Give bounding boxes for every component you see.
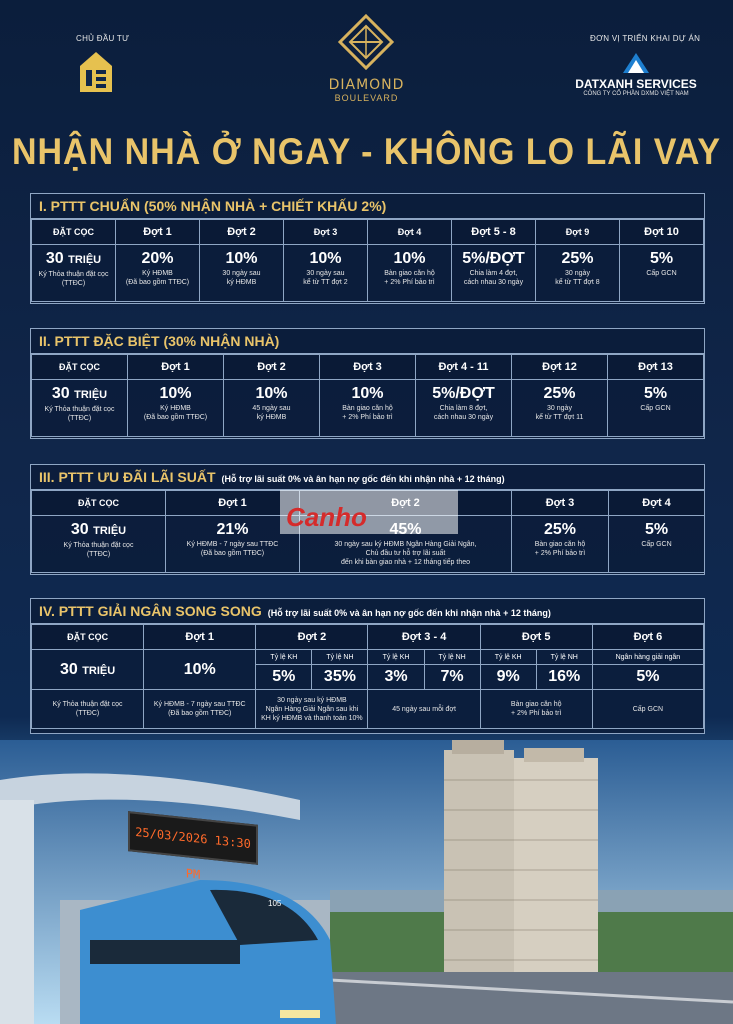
deposit-unit: TRIỆU	[68, 254, 102, 266]
col-header: ĐẶT CỌC	[32, 220, 116, 245]
installment-value: 16%	[536, 665, 592, 690]
installment-value: 25%	[543, 521, 577, 538]
panel-title-wrap	[31, 465, 704, 490]
installment-value: 10%	[309, 250, 342, 267]
cell-desc: 45 ngày sau ký HĐMB	[252, 405, 291, 421]
installment-value: 10%	[393, 250, 426, 267]
installment-value: 3%	[368, 665, 424, 690]
installment-value: 9%	[480, 665, 536, 690]
sub-header: Tỷ lệ KH	[256, 650, 312, 665]
deposit-unit: TRIỆU	[82, 664, 116, 677]
col-header: Đợt 2	[256, 625, 368, 650]
cell-desc: 30 ngày sau ký HĐMB	[222, 270, 261, 286]
installment-value: 5%	[256, 665, 312, 690]
installment-cell	[608, 380, 704, 437]
installment-value: 10%	[351, 385, 384, 402]
installment-cell	[200, 245, 284, 302]
installment-cell	[116, 245, 200, 302]
cell-desc: Ký HĐMB - 7 ngày sau TTĐC (Đã bao gồm TTĐC)	[144, 690, 256, 729]
installment-cell	[320, 380, 416, 437]
col-header: Đợt 5	[480, 625, 592, 650]
payment-table	[31, 624, 704, 729]
deposit-value: 30	[51, 385, 70, 402]
installment-value: 7%	[424, 665, 480, 690]
col-header: Đợt 10	[620, 220, 704, 245]
deposit-cell	[32, 650, 144, 690]
deposit-value: 30	[59, 660, 78, 678]
panel-note: (Hỗ trợ lãi suất 0% và ân hạn nợ gốc đến khi nhận nhà + 12 tháng)	[221, 474, 505, 484]
col-header: ĐẶT CỌC	[32, 625, 144, 650]
sub-header: Tỷ lệ NH	[312, 650, 368, 665]
developer-label: ĐƠN VỊ TRIỂN KHAI DỰ ÁN	[590, 34, 701, 43]
installment-cell	[620, 245, 704, 302]
cell-desc: 30 ngày sau kể từ TT đợt 2	[303, 270, 348, 286]
installment-value: 5%	[644, 521, 669, 538]
panel-title: II. PTTT ĐẶC BIỆT (30% NHẬN NHÀ)	[31, 329, 704, 354]
cell-desc: Cấp GCN	[646, 270, 677, 277]
page-headline: NHẬN NHÀ Ở NGAY - KHÔNG LO LÃI VAY	[11, 131, 722, 173]
cell-desc: Ký HĐMB (Đã bao gồm TTĐC)	[125, 270, 190, 286]
sub-header: Ngân hàng giải ngân	[592, 650, 703, 665]
col-header: Đợt 4	[368, 220, 452, 245]
sub-header: Tỷ lệ NH	[536, 650, 592, 665]
payment-plan-parallel	[30, 598, 705, 734]
panel-title: I. PTTT CHUẨN (50% NHẬN NHÀ + CHIẾT KHẤU 2%)	[31, 194, 704, 219]
cell-desc: Ký Thỏa thuận đặt cọc (TTĐC)	[38, 271, 109, 287]
datxanh-logo-icon	[622, 52, 650, 74]
panel-title-wrap	[31, 599, 704, 624]
cell-desc: 30 ngày sau ký HĐMB Ngân Hàng Giải Ngân, Chủ đầu tư hỗ trợ lãi suất đến khi bàn giao nhà + 12 tháng tiếp theo	[334, 541, 477, 566]
watermark-text: Canho	[286, 502, 367, 532]
col-header: ĐẶT CỌC	[32, 355, 128, 380]
col-header: Đợt 4 - 11	[416, 355, 512, 380]
cell-desc: Cấp GCN	[641, 541, 672, 548]
installment-value: 5%	[592, 665, 703, 690]
cell-desc: 30 ngày sau ký HĐMB Ngân Hàng Giải Ngân sau khi KH ký HĐMB và thanh toán 10%	[256, 690, 368, 729]
cell-desc: Ký Thỏa thuận đặt cọc (TTĐC)	[44, 406, 115, 422]
installment-value: 21%	[216, 521, 249, 538]
col-header: Đợt 3	[320, 355, 416, 380]
col-header: Đợt 5 - 8	[452, 220, 536, 245]
installment-cell	[224, 380, 320, 437]
deposit-cell	[32, 516, 166, 573]
installment-cell	[452, 245, 536, 302]
cell-desc: Ký Thỏa thuận đặt cọc (TTĐC)	[63, 542, 134, 558]
tower-right	[514, 748, 598, 978]
col-header: Đợt 1	[116, 220, 200, 245]
deposit-cell	[32, 245, 116, 302]
installment-value: 5%	[643, 385, 668, 402]
panel-title: III. PTTT ƯU ĐÃI LÃI SUẤT	[39, 469, 216, 485]
installment-value: 5%/ĐỢT	[462, 250, 525, 267]
project-subname: BOULEVARD	[334, 93, 399, 103]
cell-desc: Cấp GCN	[592, 690, 703, 729]
cell-desc: 45 ngày sau mỗi đợt	[368, 690, 480, 729]
cell-desc: Bàn giao căn hộ + 2% Phí bảo trì	[480, 690, 592, 729]
deposit-value: 30	[45, 250, 64, 267]
cell-desc: 30 ngày kể từ TT đợt 11	[535, 405, 584, 421]
investor-label: CHỦ ĐẦU TƯ	[76, 34, 130, 43]
departure-board-sign: 25/03/2026 13:30 PM	[128, 811, 258, 865]
panel-title: IV. PTTT GIẢI NGÂN SONG SONG	[39, 603, 262, 619]
city-scene-illustration	[0, 740, 733, 1024]
col-header: Đợt 6	[592, 625, 703, 650]
deposit-cell	[32, 380, 128, 437]
installment-cell	[284, 245, 368, 302]
cell-desc: Ký Thỏa thuận đặt cọc (TTĐC)	[32, 690, 144, 729]
col-header: Đợt 4	[609, 491, 705, 516]
sub-header: Tỷ lệ KH	[368, 650, 424, 665]
train-number: 105	[268, 899, 282, 908]
deposit-unit: TRIỆU	[93, 525, 127, 537]
col-header: Đợt 2	[200, 220, 284, 245]
installment-cell	[512, 380, 608, 437]
installment-value: 10%	[255, 385, 288, 402]
installment-cell	[416, 380, 512, 437]
installment-value: 10%	[144, 650, 256, 690]
cell-desc: Bàn giao căn hộ + 2% Phí bảo trì	[342, 405, 393, 421]
col-header: Đợt 3	[284, 220, 368, 245]
cell-desc: Cấp GCN	[640, 405, 671, 412]
cell-desc: Ký HĐMB (Đã bao gồm TTĐC)	[143, 405, 208, 421]
cell-desc: 30 ngày kể từ TT đợt 8	[555, 270, 600, 286]
installment-value: 10%	[159, 385, 192, 402]
payment-table	[31, 219, 704, 302]
sub-header: Tỷ lệ KH	[480, 650, 536, 665]
developer-subname: CÔNG TY CỔ PHẦN DXMD VIỆT NAM	[583, 91, 689, 97]
diamond-logo	[336, 14, 396, 70]
col-header: Đợt 1	[144, 625, 256, 650]
cell-desc: Bàn giao căn hộ + 2% Phí bảo trì	[384, 270, 435, 286]
installment-cell	[536, 245, 620, 302]
installment-value: 35%	[312, 665, 368, 690]
installment-cell	[128, 380, 224, 437]
col-header: Đợt 12	[512, 355, 608, 380]
col-header: Đợt 3 - 4	[368, 625, 480, 650]
investor-logo	[78, 50, 114, 94]
col-header: Đợt 9	[536, 220, 620, 245]
installment-value: 5%	[649, 250, 674, 267]
col-header: Đợt 2	[224, 355, 320, 380]
payment-table	[31, 354, 704, 437]
col-header: Đợt 3	[512, 491, 609, 516]
installment-cell	[512, 516, 609, 573]
deposit-value: 30	[70, 521, 89, 538]
cell-desc: Chia làm 8 đợt, cách nhau 30 ngày	[433, 405, 494, 421]
cell-desc: Bàn giao căn hộ + 2% Phí bảo trì	[534, 541, 586, 557]
project-name: DIAMOND	[328, 77, 405, 93]
installment-value: 20%	[141, 250, 174, 267]
col-header: Đợt 1	[166, 491, 300, 516]
installment-cell	[368, 245, 452, 302]
payment-plan-special	[30, 328, 705, 439]
col-header: ĐẶT CỌC	[32, 491, 166, 516]
tower-left	[444, 740, 514, 978]
payment-plan-standard	[30, 193, 705, 304]
deposit-unit: TRIỆU	[74, 389, 108, 401]
installment-value: 10%	[225, 250, 258, 267]
cell-desc: Ký HĐMB - 7 ngày sau TTĐC (Đã bao gồm TTĐC)	[186, 541, 279, 557]
panel-note: (Hỗ trợ lãi suất 0% và ân hạn nợ gốc đến khi nhận nhà + 12 tháng)	[267, 608, 551, 618]
col-header: Đợt 13	[608, 355, 704, 380]
installment-cell	[609, 516, 705, 573]
installment-value: 25%	[561, 250, 594, 267]
cell-desc: Chia làm 4 đợt, cách nhau 30 ngày	[463, 270, 524, 286]
sub-header: Tỷ lệ NH	[424, 650, 480, 665]
col-header: Đợt 1	[128, 355, 224, 380]
developer-name: DATXANH SERVICES	[575, 77, 697, 91]
installment-value: 25%	[543, 385, 576, 402]
installment-value: 5%/ĐỢT	[432, 385, 495, 402]
